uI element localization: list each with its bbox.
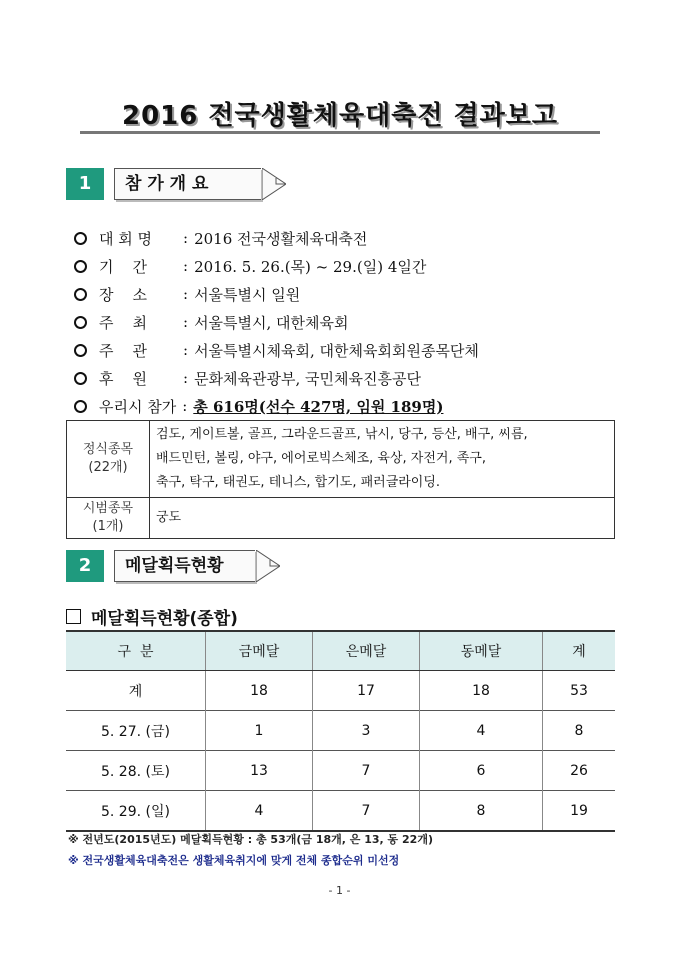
overview-label: 기 간 — [99, 257, 148, 276]
column-header: 금메달 — [206, 631, 313, 671]
column-header: 은메달 — [313, 631, 420, 671]
section-1-label: 참 가 개 요 — [125, 174, 209, 194]
overview-label: 후 원 — [99, 369, 148, 388]
tab-fold-icon — [256, 550, 280, 582]
section-2-number: 2 — [66, 550, 104, 582]
table-row — [67, 498, 615, 539]
events-table — [66, 420, 615, 539]
circle-bullet-icon — [74, 344, 87, 357]
overview-value: 문화체육관광부, 국민체육진흥공단 — [194, 369, 421, 388]
circle-bullet-icon — [74, 232, 87, 245]
page-number: - 1 - — [328, 884, 351, 897]
column-header: 동메달 — [420, 631, 543, 671]
overview-item: 대 회 명 : 2016 전국생활체육대축전 — [74, 224, 634, 252]
circle-bullet-icon — [74, 372, 87, 385]
circle-bullet-icon — [74, 400, 87, 413]
overview-item: 주 관 : 서울특별시체육회, 대한체육회회원종목단체 — [74, 336, 634, 364]
participation-item: 우리시 참가 : 총 616명(선수 427명, 임원 189명) — [74, 392, 634, 420]
note-ranking: ※ 전국생활체육대축전은 생활체육취지에 맞게 전체 종합순위 미선정 — [68, 854, 400, 867]
table-row — [67, 421, 615, 498]
table-row: 5. 29. (일) 4 7 8 19 — [66, 791, 615, 832]
overview-value: 서울특별시체육회, 대한체육회회원종목단체 — [194, 341, 479, 360]
circle-bullet-icon — [74, 288, 87, 301]
medal-table — [66, 630, 615, 832]
overview-value: 2016. 5. 26.(목) ~ 29.(일) 4일간 — [194, 257, 427, 276]
circle-bullet-icon — [74, 316, 87, 329]
demo-events-category: 시범종목 (1개) — [67, 498, 150, 539]
section-2-label: 메달획득현황 — [125, 556, 224, 576]
participation-label: 우리시 참가 — [99, 397, 177, 416]
table-header-row — [66, 631, 615, 671]
overview-label: 주 최 — [99, 313, 148, 332]
overview-list — [74, 224, 634, 420]
overview-value: 서울특별시, 대한체육회 — [194, 313, 349, 332]
title-underline — [80, 131, 600, 134]
official-events-category: 정식종목 (22개) — [67, 421, 150, 498]
tab-fold-icon — [262, 168, 286, 200]
table-row: 5. 27. (금) 1 3 4 8 — [66, 711, 615, 751]
medal-subtitle: 메달획득현황(종합) — [66, 604, 238, 629]
overview-item: 후 원 : 문화체육관광부, 국민체육진흥공단 — [74, 364, 634, 392]
overview-item: 주 최 : 서울특별시, 대한체육회 — [74, 308, 634, 336]
overview-label: 주 관 — [99, 341, 148, 360]
overview-item: 장 소 : 서울특별시 일원 — [74, 280, 634, 308]
participation-value: 총 616명(선수 427명, 임원 189명) — [193, 397, 444, 416]
overview-item: 기 간 : 2016. 5. 26.(목) ~ 29.(일) 4일간 — [74, 252, 634, 280]
overview-value: 서울특별시 일원 — [194, 285, 301, 304]
section-2-tab — [114, 550, 255, 582]
section-1-number: 1 — [66, 168, 104, 200]
report-title: 2016 전국생활체육대축전 결과보고 — [122, 101, 558, 131]
overview-value: 2016 전국생활체육대축전 — [194, 229, 368, 248]
section-1-tab — [114, 168, 261, 200]
demo-events-list: 궁도 — [150, 498, 615, 539]
official-events-list: 검도, 게이트볼, 골프, 그라운드골프, 낚시, 당구, 등산, 배구, 씨름, 배드민턴, 볼링, 야구, 에어로빅스체조, 육상, 자전거, 족구, 축구, 탁구, 태권도, 테니스, 합기도, 패러글라이딩. — [150, 421, 615, 498]
note-previous-year: ※ 전년도(2015년도) 메달획득현황 : 총 53개(금 18개, 은 13, 동 22개) — [68, 833, 433, 846]
square-bullet-icon — [66, 609, 81, 624]
overview-label: 장 소 — [99, 285, 148, 304]
overview-label: 대 회 명 — [99, 229, 153, 248]
table-row: 5. 28. (토) 13 7 6 26 — [66, 751, 615, 791]
column-header: 구 분 — [66, 631, 206, 671]
circle-bullet-icon — [74, 260, 87, 273]
column-header: 계 — [543, 631, 616, 671]
table-row: 계 18 17 18 53 — [66, 671, 615, 711]
